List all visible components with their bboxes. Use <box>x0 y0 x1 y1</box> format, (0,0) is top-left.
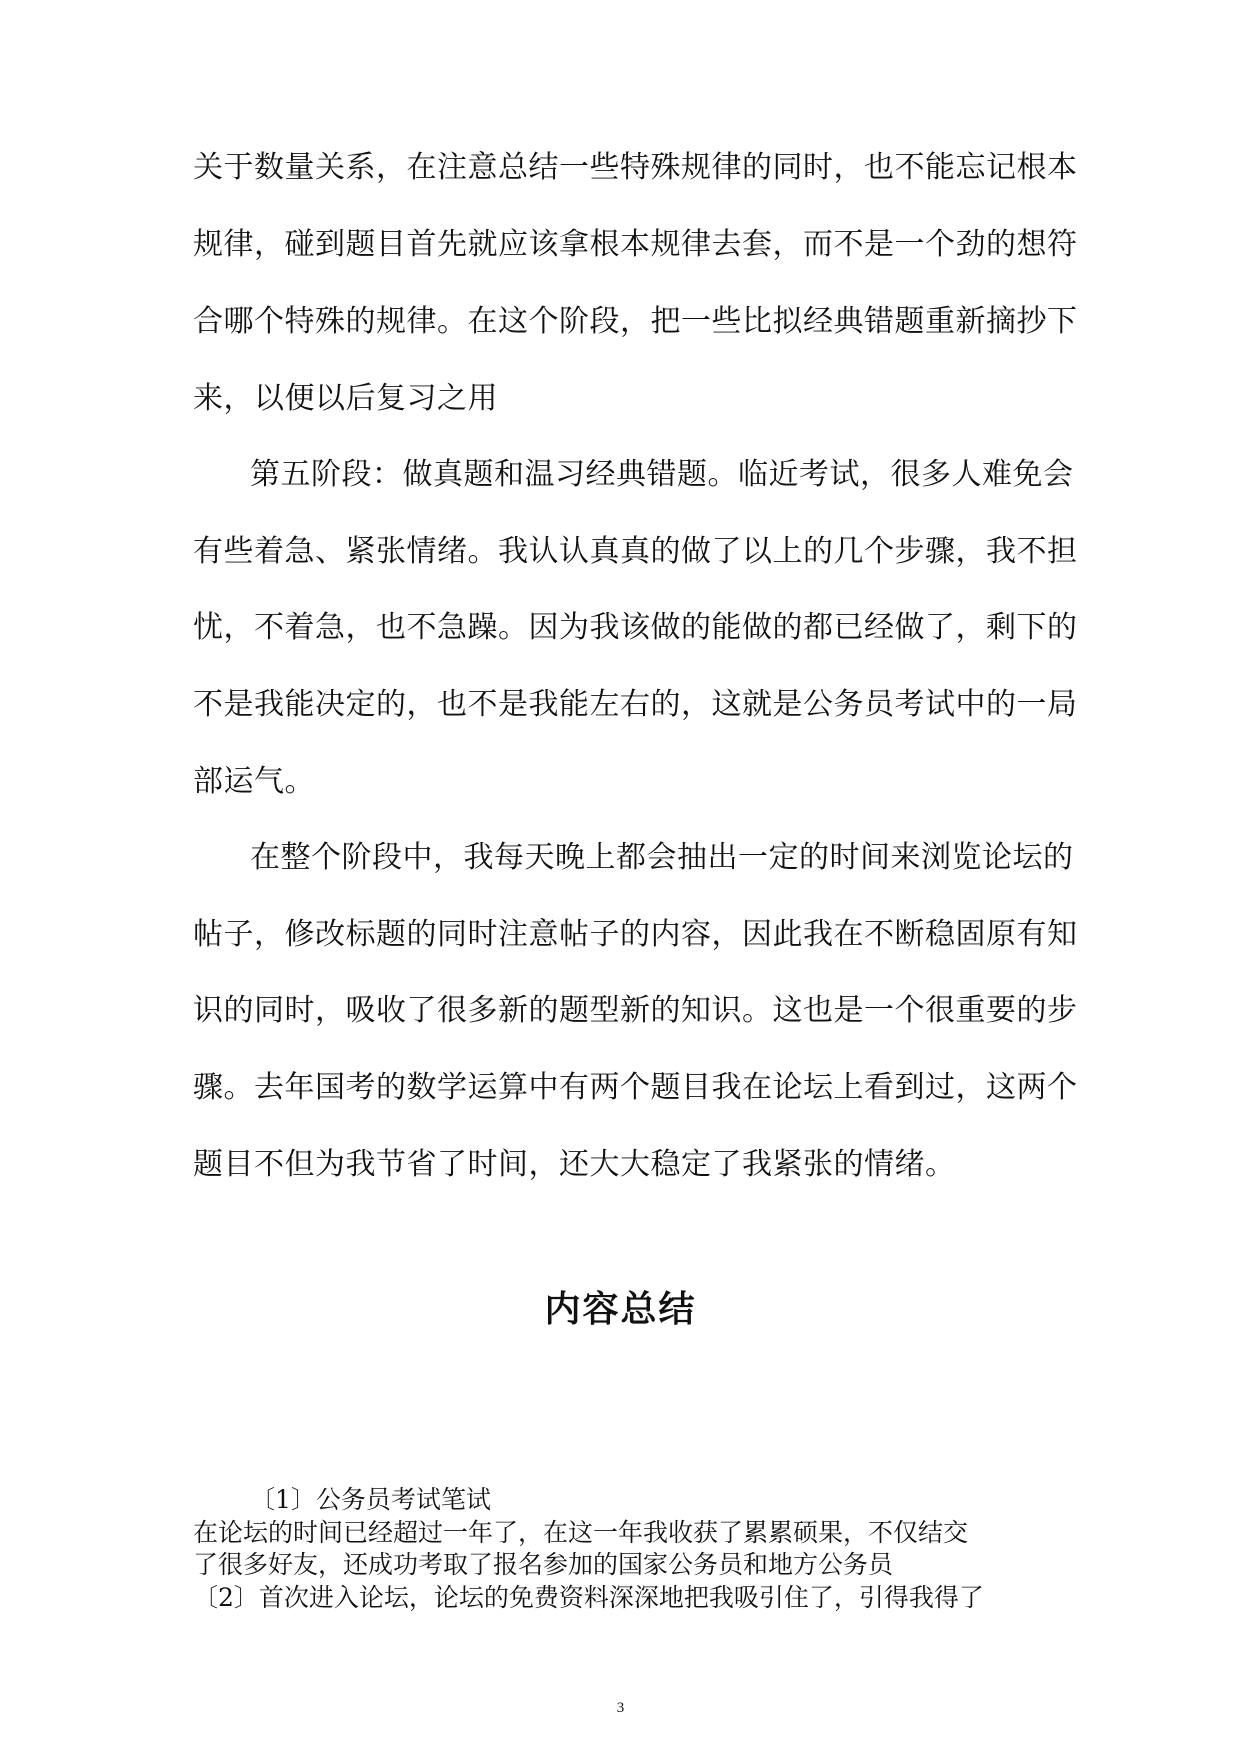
paragraph-2-line-4: 不是我能决定的，也不是我能左右的，这就是公务员考试中的一局 <box>193 687 1078 722</box>
paragraph-2-line-1: 第五阶段：做真题和温习经典错题。临近考试，很多人难免会 <box>250 457 1074 492</box>
paragraph-3-line-4: 骤。去年国考的数学运算中有两个题目我在论坛上看到过，这两个 <box>193 1070 1078 1105</box>
paragraph-2-line-2: 有些着急、紧张情绪。我认认真真的做了以上的几个步骤，我不担 <box>193 534 1078 569</box>
paragraph-3-line-1: 在整个阶段中，我每天晚上都会抽出一定的时间来浏览论坛的 <box>250 840 1074 875</box>
summary-item-2-line-1: 〔2〕首次进入论坛，论坛的免费资料深深地把我吸引住了，引得我得了 <box>193 1583 984 1612</box>
summary-item-1-line-2: 了很多好友，还成功考取了报名参加的国家公务员和地方公务员 <box>193 1550 894 1579</box>
paragraph-3-line-5: 题目不但为我节省了时间，还大大稳定了我紧张的情绪。 <box>193 1147 956 1182</box>
paragraph-3-line-2: 帖子，修改标题的同时注意帖子的内容，因此我在不断稳固原有知 <box>193 917 1078 952</box>
section-heading: 内容总结 <box>544 1289 697 1330</box>
paragraph-1-line-1: 关于数量关系，在注意总结一些特殊规律的同时，也不能忘记根本 <box>193 150 1078 185</box>
paragraph-1-line-3: 合哪个特殊的规律。在这个阶段，把一些比拟经典错题重新摘抄下 <box>193 304 1078 339</box>
paragraph-2-line-5: 部运气。 <box>193 764 315 799</box>
summary-item-1-line-1: 在论坛的时间已经超过一年了，在这一年我收获了累累硕果，不仅结交 <box>193 1518 969 1547</box>
paragraph-1-line-2: 规律，碰到题目首先就应该拿根本规律去套，而不是一个劲的想符 <box>193 227 1078 262</box>
paragraph-1-line-4: 来，以便以后复习之用 <box>193 381 498 416</box>
paragraph-3-line-3: 识的同时，吸收了很多新的题型新的知识。这也是一个很重要的步 <box>193 993 1078 1028</box>
page-number: 3 <box>616 1700 625 1716</box>
paragraph-2-line-3: 忧，不着急，也不急躁。因为我该做的能做的都已经做了，剩下的 <box>193 610 1078 645</box>
summary-item-1-title: 〔1〕公务员考试笔试 <box>250 1485 491 1514</box>
